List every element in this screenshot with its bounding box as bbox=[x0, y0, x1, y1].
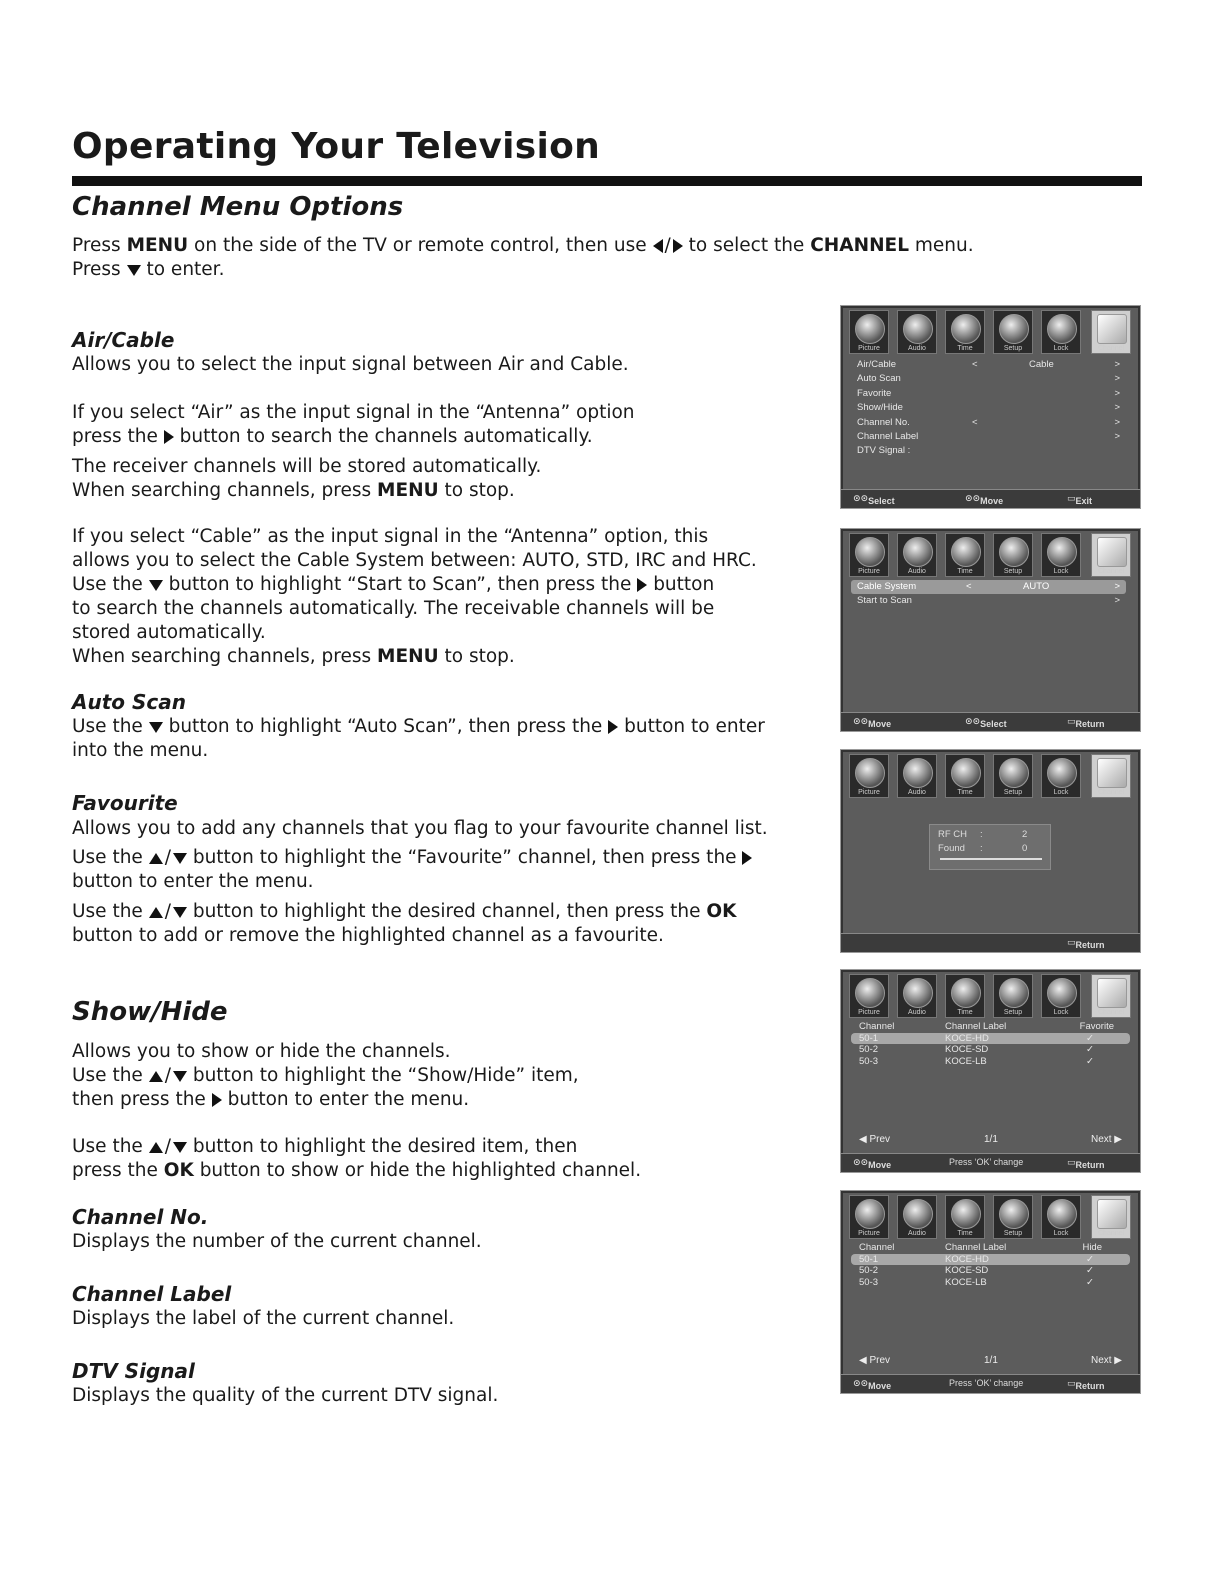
table-header: Channel Channel Label Hide bbox=[859, 1242, 1102, 1253]
up-arrow-icon bbox=[149, 907, 163, 918]
right-arrow-icon bbox=[608, 720, 618, 734]
left-arrow-icon bbox=[653, 239, 663, 253]
table-row[interactable]: 50-3 KOCE-LB ✓ bbox=[859, 1276, 1094, 1288]
table-row[interactable]: 50-1 KOCE-HD ✓ bbox=[851, 1033, 1130, 1045]
favourite-line: Allows you to add any channels that you flag to your favourite channel list. bbox=[72, 818, 768, 839]
lock-icon[interactable]: Lock bbox=[1041, 310, 1081, 354]
air-cable-text-air: If you select “Air” as the input signal in the “Antenna” option press the button to search the channels automatically. bbox=[72, 402, 635, 447]
channel-icon[interactable]: Channel bbox=[1091, 310, 1131, 354]
footer-move: ⊙⊙ Move bbox=[853, 1157, 892, 1170]
time-icon[interactable]: Time bbox=[945, 533, 985, 577]
setup-icon[interactable]: Setup bbox=[993, 533, 1033, 577]
tv-screen-auto-scan bbox=[840, 749, 1141, 953]
table-header: Channel Channel Label Favorite bbox=[859, 1021, 1114, 1032]
show-hide-text-1: Allows you to show or hide the channels. Use the / button to highlight the “Show/Hide” item, then press the button to enter the menu. bbox=[72, 1041, 579, 1110]
lock-icon[interactable]: Lock bbox=[1041, 533, 1081, 577]
picture-icon[interactable]: Picture bbox=[849, 533, 889, 577]
footer-exit: ▭ Exit bbox=[1067, 493, 1093, 506]
title-rule bbox=[72, 176, 1142, 186]
down-arrow-icon bbox=[173, 907, 187, 918]
channel-label-text: Displays the label of the current channel. bbox=[72, 1308, 455, 1329]
channel-icon[interactable]: Channel bbox=[1091, 1195, 1131, 1239]
menu-footer bbox=[841, 1153, 1140, 1172]
table-row[interactable]: 50-1 KOCE-HD ✓ bbox=[851, 1254, 1130, 1266]
up-arrow-icon bbox=[149, 1071, 163, 1082]
heading-air-cable: Air/Cable bbox=[72, 328, 175, 352]
menu-item-cable-system[interactable]: Cable System < AUTO > bbox=[851, 580, 1126, 594]
down-arrow-icon bbox=[149, 580, 163, 591]
table-row[interactable]: 50-2 KOCE-SD ✓ bbox=[859, 1265, 1094, 1276]
picture-icon[interactable]: Picture bbox=[849, 974, 889, 1018]
air-cable-text-store: The receiver channels will be stored automatically. When searching channels, press MENU to stop. bbox=[72, 456, 542, 501]
menu-icon-bar bbox=[849, 974, 1132, 1018]
channel-icon[interactable]: Channel bbox=[1091, 974, 1131, 1018]
favorite-table bbox=[859, 1021, 1122, 1067]
menu-item-air-cable[interactable]: Air/Cable < Cable > bbox=[857, 359, 1120, 370]
channel-no-text: Displays the number of the current channel. bbox=[72, 1231, 482, 1252]
prev-button[interactable]: ◀ Prev bbox=[859, 1134, 891, 1145]
menu-item-show-hide[interactable]: Show/Hide > bbox=[857, 402, 1120, 414]
down-arrow-icon bbox=[173, 853, 187, 864]
right-arrow-icon bbox=[637, 578, 647, 592]
footer-move: ⊙⊙ Move bbox=[853, 1378, 892, 1391]
heading-channel-no: Channel No. bbox=[72, 1205, 209, 1229]
menu-icon-bar bbox=[849, 310, 1132, 354]
lock-icon[interactable]: Lock bbox=[1041, 1195, 1081, 1239]
favourite-text-2: Use the / button to highlight the desired channel, then press the OK button to add or remove the highlighted channel as a favourite. bbox=[72, 901, 737, 946]
table-row[interactable]: 50-2 KOCE-SD ✓ bbox=[859, 1044, 1094, 1055]
down-arrow-icon bbox=[149, 722, 163, 733]
footer-move: ⊙⊙ Move bbox=[853, 716, 892, 729]
menu-item-channel-label[interactable]: Channel Label > bbox=[857, 430, 1120, 442]
next-button[interactable]: Next ▶ bbox=[1090, 1355, 1122, 1366]
page-indicator: 1/1 bbox=[984, 1355, 998, 1366]
audio-icon[interactable]: Audio bbox=[897, 310, 937, 354]
lock-icon[interactable]: Lock bbox=[1041, 974, 1081, 1018]
tv-screen-hide-list bbox=[840, 1190, 1141, 1394]
footer-move: ⊙⊙ Move bbox=[965, 493, 1004, 506]
menu-list bbox=[857, 358, 1120, 459]
menu-footer bbox=[841, 1374, 1140, 1393]
heading-auto-scan: Auto Scan bbox=[72, 690, 186, 714]
footer-ok-change: Press ‘OK’ change bbox=[949, 1378, 1024, 1388]
heading-show-hide: Show/Hide bbox=[72, 997, 228, 1027]
channel-icon[interactable]: Channel bbox=[1091, 754, 1131, 798]
favourite-text-1: Use the / button to highlight the “Favourite” channel, then press the button to enter the menu. bbox=[72, 846, 832, 894]
section-title: Channel Menu Options bbox=[72, 192, 404, 222]
footer-return: ▭ Return bbox=[1067, 937, 1105, 950]
up-arrow-icon bbox=[149, 1142, 163, 1153]
setup-icon[interactable]: Setup bbox=[993, 310, 1033, 354]
down-arrow-icon bbox=[127, 265, 141, 276]
rf-channel-value: 2 bbox=[1022, 829, 1028, 840]
setup-icon[interactable]: Setup bbox=[993, 974, 1033, 1018]
right-arrow-icon bbox=[212, 1093, 222, 1107]
air-cable-line: Allows you to select the input signal between Air and Cable. bbox=[72, 354, 629, 375]
table-row[interactable]: 50-3 KOCE-LB ✓ bbox=[859, 1055, 1094, 1067]
audio-icon[interactable]: Audio bbox=[897, 754, 937, 798]
picture-icon[interactable]: Picture bbox=[849, 1195, 889, 1239]
menu-item-dtv-signal: DTV Signal : bbox=[857, 445, 911, 457]
channel-icon[interactable]: Channel bbox=[1091, 533, 1131, 577]
right-arrow-icon bbox=[673, 239, 683, 253]
menu-icon-bar bbox=[849, 1195, 1132, 1239]
scan-progress-bar bbox=[940, 858, 1042, 860]
menu-item-channel-no[interactable]: Channel No. < > bbox=[857, 416, 1120, 428]
up-arrow-icon bbox=[149, 853, 163, 864]
next-button[interactable]: Next ▶ bbox=[1090, 1134, 1122, 1145]
menu-item-favorite[interactable]: Favorite > bbox=[857, 387, 1120, 399]
menu-item-auto-scan[interactable]: Auto Scan > bbox=[857, 373, 1120, 385]
menu-footer bbox=[841, 712, 1140, 731]
heading-dtv-signal: DTV Signal bbox=[72, 1359, 195, 1383]
tv-screen-favorite-list bbox=[840, 969, 1141, 1173]
menu-icon-bar bbox=[849, 754, 1132, 798]
auto-scan-text: Use the button to highlight “Auto Scan”, then press the button to enter into the menu. bbox=[72, 716, 765, 761]
air-cable-text-cable: If you select “Cable” as the input signal in the “Antenna” option, this allows you to select the Cable System between: AUTO, STD, IRC and HRC. Use the button to highlight “Start to Scan”, then press the button to search the channels automatically. The receivable channels will be stored automatically. When searching channels, press MENU to stop. bbox=[72, 526, 757, 667]
time-icon[interactable]: Time bbox=[945, 974, 985, 1018]
audio-icon[interactable]: Audio bbox=[897, 1195, 937, 1239]
time-icon[interactable]: Time bbox=[945, 754, 985, 798]
setup-icon[interactable]: Setup bbox=[993, 754, 1033, 798]
time-icon[interactable]: Time bbox=[945, 310, 985, 354]
heading-favourite: Favourite bbox=[72, 791, 178, 815]
right-arrow-icon bbox=[742, 851, 752, 865]
audio-icon[interactable]: Audio bbox=[897, 533, 937, 577]
footer-return: ▭ Return bbox=[1067, 716, 1105, 729]
time-icon[interactable]: Time bbox=[945, 1195, 985, 1239]
picture-icon[interactable]: Picture bbox=[849, 310, 889, 354]
menu-item-start-to-scan[interactable]: Start to Scan > bbox=[857, 595, 1120, 607]
setup-icon[interactable]: Setup bbox=[993, 1195, 1033, 1239]
footer-select: ⊙⊙ Select bbox=[965, 716, 1007, 729]
footer-select: ⊙⊙ Select bbox=[853, 493, 895, 506]
found-value: 0 bbox=[1022, 843, 1028, 854]
intro-text: Press MENU on the side of the TV or remote control, then use / to select the CHANNEL menu. Press to enter. bbox=[72, 235, 974, 280]
show-hide-text-2: Use the / button to highlight the desired item, then press the OK button to show or hide the highlighted channel. bbox=[72, 1136, 642, 1181]
lock-icon[interactable]: Lock bbox=[1041, 754, 1081, 798]
right-arrow-icon bbox=[164, 430, 174, 444]
menu-icon-bar bbox=[849, 533, 1132, 577]
audio-icon[interactable]: Audio bbox=[897, 974, 937, 1018]
menu-footer bbox=[841, 489, 1140, 508]
page-indicator: 1/1 bbox=[984, 1134, 998, 1145]
scan-progress-dialog: RF CH : 2 Found : 0 bbox=[929, 824, 1051, 870]
footer-return: ▭ Return bbox=[1067, 1378, 1105, 1391]
menu-footer bbox=[841, 933, 1140, 952]
tv-screen-cable-system bbox=[840, 528, 1141, 732]
footer-ok-change: Press ‘OK’ change bbox=[949, 1157, 1024, 1167]
page-title: Operating Your Television bbox=[72, 126, 601, 167]
dtv-signal-text: Displays the quality of the current DTV signal. bbox=[72, 1385, 499, 1406]
picture-icon[interactable]: Picture bbox=[849, 754, 889, 798]
footer-return: ▭ Return bbox=[1067, 1157, 1105, 1170]
prev-button[interactable]: ◀ Prev bbox=[859, 1355, 891, 1366]
cable-menu-list bbox=[857, 580, 1120, 609]
tv-screen-channel-menu bbox=[840, 305, 1141, 509]
heading-channel-label: Channel Label bbox=[72, 1282, 232, 1306]
hide-table bbox=[859, 1242, 1122, 1288]
down-arrow-icon bbox=[173, 1071, 187, 1082]
down-arrow-icon bbox=[173, 1142, 187, 1153]
